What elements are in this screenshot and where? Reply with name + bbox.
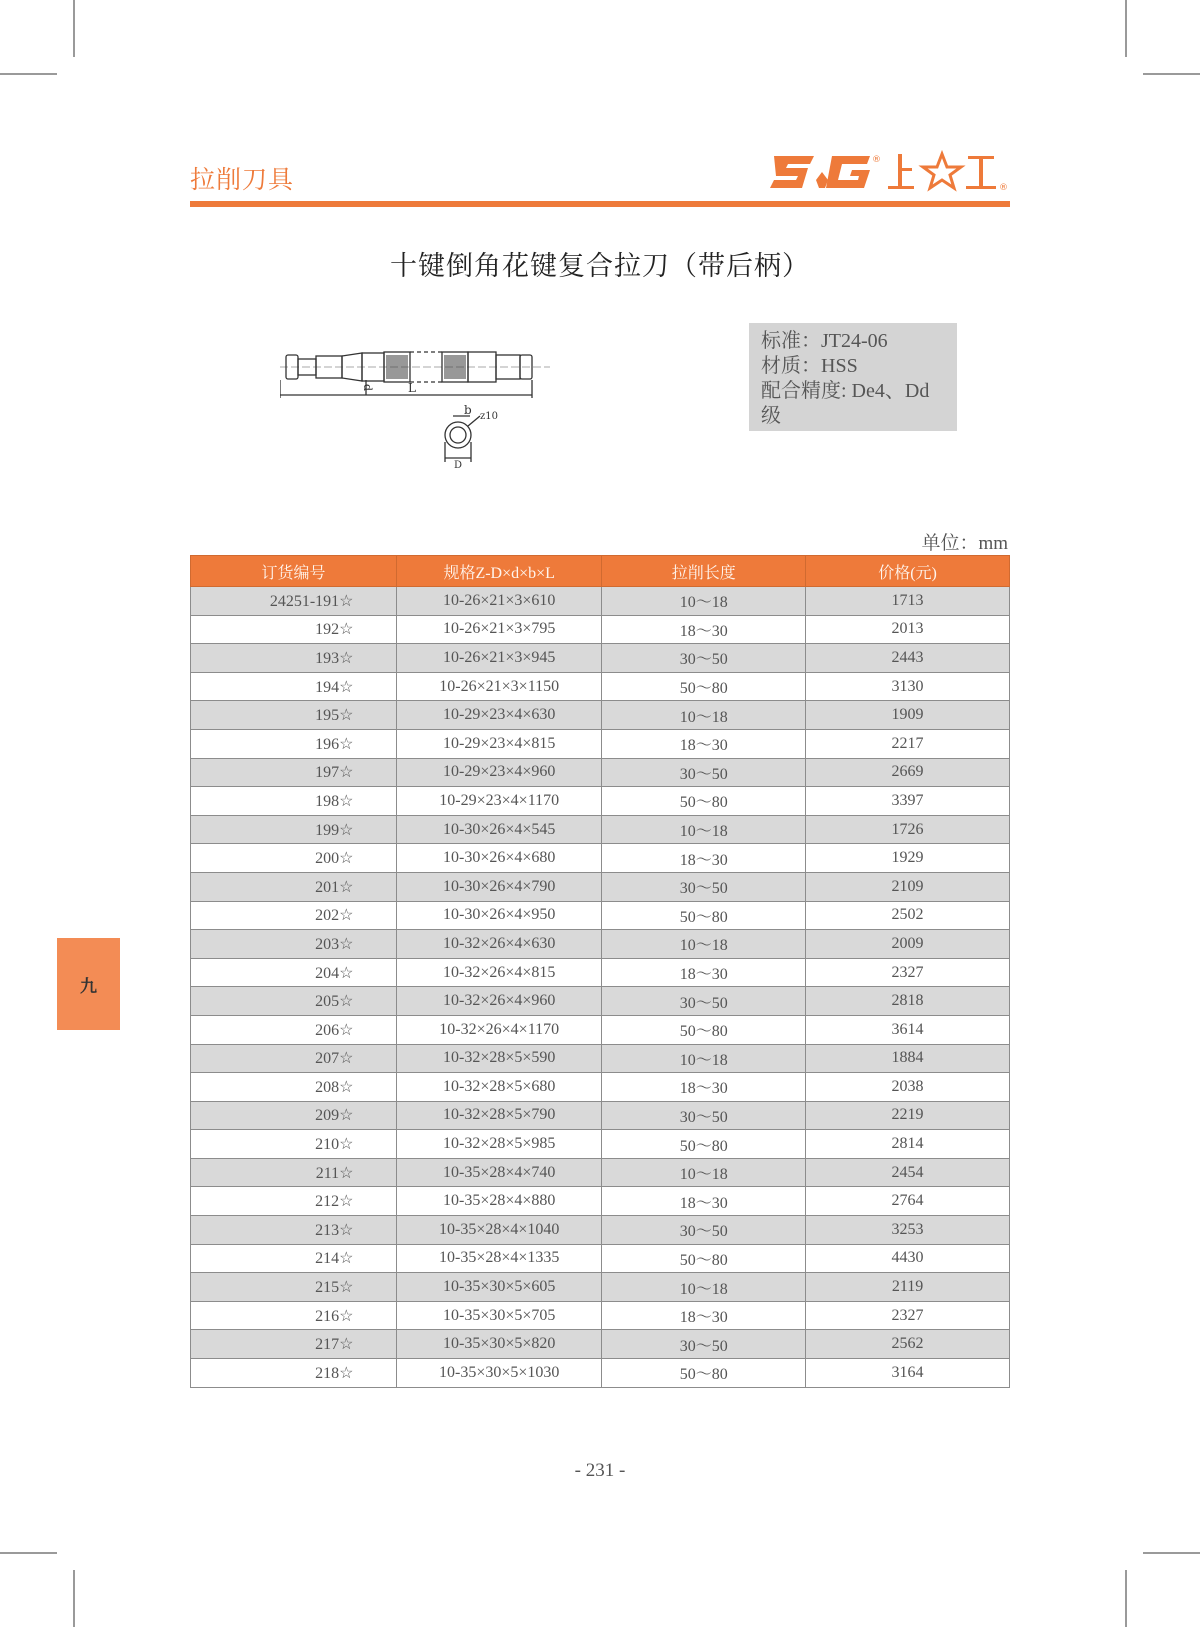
table-body: [191, 587, 1010, 1388]
svg-text:®: ®: [872, 155, 881, 165]
cell-price: 1713: [806, 587, 1010, 616]
cell-spec: 10-26×21×3×945: [396, 644, 601, 673]
cell-broach-length: 18～30: [602, 1187, 806, 1216]
table-row: [191, 701, 1010, 730]
cell-price: 2109: [806, 872, 1010, 901]
sg-logo-icon: [770, 148, 1010, 194]
cell-price: 2764: [806, 1187, 1010, 1216]
header-rule: [190, 201, 1010, 207]
cell-spec: 10-30×26×4×680: [396, 844, 601, 873]
table-row: [191, 872, 1010, 901]
cell-spec: 10-35×28×4×880: [396, 1187, 601, 1216]
cell-spec: 10-35×30×5×820: [396, 1330, 601, 1359]
cell-spec: 10-35×30×5×605: [396, 1273, 601, 1302]
order-code-text: 211☆: [315, 1164, 354, 1182]
order-code-text: 199☆: [315, 821, 354, 839]
cell-broach-length: 10～18: [602, 815, 806, 844]
cell-spec: 10-35×30×5×705: [396, 1301, 601, 1330]
spec-precision: 配合精度: De4、Dd级: [761, 380, 930, 427]
order-code-text: 215☆: [315, 1279, 354, 1297]
cell-price: 2038: [806, 1073, 1010, 1102]
cell-price: 2443: [806, 644, 1010, 673]
order-code-text: 212☆: [315, 1193, 354, 1211]
cell-price: 3130: [806, 672, 1010, 701]
cell-broach-length: 50～80: [602, 787, 806, 816]
cell-broach-length: 18～30: [602, 1301, 806, 1330]
cell-price: 2327: [806, 958, 1010, 987]
cell-spec: 10-32×28×5×590: [396, 1044, 601, 1073]
cell-broach-length: 10～18: [602, 930, 806, 959]
table-row: [191, 787, 1010, 816]
header-order-code: 订货编号: [191, 556, 397, 587]
table-row: [191, 587, 1010, 616]
order-code-text: 24251-191☆: [269, 592, 354, 610]
cell-order-code: [191, 587, 397, 616]
crop-mark: [1125, 1570, 1127, 1627]
cell-price: 2502: [806, 901, 1010, 930]
table-row: [191, 1130, 1010, 1159]
chapter-tab[interactable]: [57, 938, 120, 1030]
svg-text:D: D: [454, 460, 463, 470]
order-code-text: 206☆: [315, 1021, 354, 1039]
order-code-text: 203☆: [315, 935, 354, 953]
table-row: [191, 758, 1010, 787]
cell-order-code: [191, 1073, 397, 1102]
cell-order-code: [191, 644, 397, 673]
cell-price: 2814: [806, 1130, 1010, 1159]
cell-broach-length: 10～18: [602, 1158, 806, 1187]
cell-broach-length: 18～30: [602, 729, 806, 758]
cell-order-code: [191, 1015, 397, 1044]
cell-price: 2219: [806, 1101, 1010, 1130]
cell-spec: 10-32×26×4×960: [396, 987, 601, 1016]
cell-order-code: [191, 1359, 397, 1388]
cell-price: 1726: [806, 815, 1010, 844]
table-row: [191, 958, 1010, 987]
table-row: [191, 1301, 1010, 1330]
order-code-text: 218☆: [315, 1364, 354, 1382]
cell-spec: 10-30×26×4×950: [396, 901, 601, 930]
table-row: [191, 815, 1010, 844]
table-row: [191, 1158, 1010, 1187]
order-code-text: 207☆: [315, 1050, 354, 1068]
cell-order-code: [191, 1044, 397, 1073]
cell-order-code: [191, 987, 397, 1016]
crop-mark: [0, 1552, 57, 1554]
table-row: [191, 1073, 1010, 1102]
cell-price: 3614: [806, 1015, 1010, 1044]
cell-order-code: [191, 1158, 397, 1187]
cell-broach-length: 10～18: [602, 1044, 806, 1073]
cell-price: 1929: [806, 844, 1010, 873]
cell-spec: 10-32×28×5×790: [396, 1101, 601, 1130]
order-code-text: 198☆: [315, 792, 354, 810]
table-row: [191, 1244, 1010, 1273]
svg-text:z10: z10: [480, 411, 498, 422]
spec-standard: 标准：JT24-06: [761, 330, 888, 352]
cell-broach-length: 50～80: [602, 1244, 806, 1273]
order-code-text: 200☆: [315, 850, 354, 868]
cell-order-code: [191, 729, 397, 758]
cell-spec: 10-26×21×3×795: [396, 615, 601, 644]
page-number: - 231 -: [574, 1460, 626, 1481]
order-code-text: 192☆: [315, 621, 354, 639]
cell-price: 2818: [806, 987, 1010, 1016]
table-row: [191, 1015, 1010, 1044]
crop-mark: [0, 73, 57, 75]
cell-order-code: [191, 1130, 397, 1159]
cell-spec: 10-29×23×4×630: [396, 701, 601, 730]
cell-order-code: [191, 815, 397, 844]
cell-price: 1884: [806, 1044, 1010, 1073]
table-header-row: [191, 556, 1010, 587]
order-code-text: 216☆: [315, 1307, 354, 1325]
cell-order-code: [191, 872, 397, 901]
cell-order-code: [191, 930, 397, 959]
cell-spec: 10-30×26×4×545: [396, 815, 601, 844]
cell-spec: 10-29×23×4×960: [396, 758, 601, 787]
cell-spec: 10-35×30×5×1030: [396, 1359, 601, 1388]
table-row: [191, 1273, 1010, 1302]
cell-price: 1909: [806, 701, 1010, 730]
cell-broach-length: 50～80: [602, 1359, 806, 1388]
order-code-text: 193☆: [315, 649, 354, 667]
cell-broach-length: 50～80: [602, 672, 806, 701]
order-code-text: 214☆: [315, 1250, 354, 1268]
cell-spec: 10-29×23×4×815: [396, 729, 601, 758]
order-code-text: 202☆: [315, 907, 354, 925]
brand-logo: [770, 148, 1010, 194]
order-code-text: 195☆: [315, 707, 354, 725]
order-code-text: 208☆: [315, 1078, 354, 1096]
cell-price: 2217: [806, 729, 1010, 758]
cell-broach-length: 50～80: [602, 1130, 806, 1159]
table-row: [191, 615, 1010, 644]
cell-order-code: [191, 844, 397, 873]
cell-price: 2327: [806, 1301, 1010, 1330]
table-row: [191, 1359, 1010, 1388]
price-table: [190, 555, 1010, 1388]
cell-spec: 10-35×28×4×1040: [396, 1216, 601, 1245]
cell-broach-length: 10～18: [602, 1273, 806, 1302]
order-code-text: 196☆: [315, 735, 354, 753]
order-code-text: 209☆: [315, 1107, 354, 1125]
page-title: 十键倒角花键复合拉刀（带后柄）: [390, 251, 810, 282]
cell-spec: 10-26×21×3×610: [396, 587, 601, 616]
cell-order-code: [191, 1244, 397, 1273]
crop-mark: [1143, 73, 1200, 75]
cell-broach-length: 30～50: [602, 758, 806, 787]
svg-text:L: L: [408, 381, 416, 395]
cell-broach-length: 18～30: [602, 615, 806, 644]
cell-order-code: [191, 1187, 397, 1216]
broach-diagram: [280, 340, 550, 475]
cell-price: 2009: [806, 930, 1010, 959]
cell-broach-length: 50～80: [602, 901, 806, 930]
cell-price: 2013: [806, 615, 1010, 644]
order-code-text: 213☆: [315, 1221, 354, 1239]
cell-spec: 10-32×28×5×985: [396, 1130, 601, 1159]
cell-order-code: [191, 1330, 397, 1359]
order-code-text: 217☆: [315, 1336, 354, 1354]
cell-broach-length: 10～18: [602, 701, 806, 730]
order-code-text: 197☆: [315, 764, 354, 782]
cell-spec: 10-29×23×4×1170: [396, 787, 601, 816]
order-code-text: 194☆: [315, 678, 354, 696]
cell-spec: 10-32×26×4×1170: [396, 1015, 601, 1044]
cell-spec: 10-32×26×4×630: [396, 930, 601, 959]
cell-broach-length: 30～50: [602, 872, 806, 901]
cell-order-code: [191, 787, 397, 816]
chapter-tab-label: 九: [80, 976, 97, 997]
svg-text:®: ®: [999, 183, 1008, 193]
svg-text:b: b: [464, 403, 472, 417]
cell-order-code: [191, 701, 397, 730]
cell-price: 3397: [806, 787, 1010, 816]
cell-broach-length: 50～80: [602, 1015, 806, 1044]
cell-spec: 10-30×26×4×790: [396, 872, 601, 901]
cell-order-code: [191, 1273, 397, 1302]
crop-mark: [73, 1570, 75, 1627]
table-row: [191, 1101, 1010, 1130]
table-row: [191, 1330, 1010, 1359]
table-row: [191, 1187, 1010, 1216]
table-row: [191, 644, 1010, 673]
cell-spec: 10-26×21×3×1150: [396, 672, 601, 701]
cell-broach-length: 18～30: [602, 1073, 806, 1102]
table-row: [191, 729, 1010, 758]
cell-broach-length: 30～50: [602, 1101, 806, 1130]
cell-price: 3164: [806, 1359, 1010, 1388]
spec-material: 材质：HSS: [761, 355, 858, 377]
crop-mark: [1125, 0, 1127, 57]
order-code-text: 210☆: [315, 1136, 354, 1154]
table-row: [191, 672, 1010, 701]
section-title: 拉削刀具: [190, 165, 295, 194]
order-code-text: 201☆: [315, 878, 354, 896]
header-spec: 规格Z-D×d×b×L: [396, 556, 601, 587]
cell-order-code: [191, 672, 397, 701]
cell-order-code: [191, 958, 397, 987]
cell-price: 3253: [806, 1216, 1010, 1245]
crop-mark: [73, 0, 75, 57]
table-row: [191, 901, 1010, 930]
cell-price: 2119: [806, 1273, 1010, 1302]
spec-box: [749, 323, 957, 431]
cell-price: 2454: [806, 1158, 1010, 1187]
table-row: [191, 1216, 1010, 1245]
header-broach-length: 拉削长度: [602, 556, 806, 587]
cell-price: 4430: [806, 1244, 1010, 1273]
unit-label: 单位：mm: [921, 533, 1008, 554]
cell-order-code: [191, 1301, 397, 1330]
cell-price: 2562: [806, 1330, 1010, 1359]
crop-mark: [1143, 1552, 1200, 1554]
cell-price: 2669: [806, 758, 1010, 787]
cell-spec: 10-35×28×4×1335: [396, 1244, 601, 1273]
header-price: 价格(元): [806, 556, 1010, 587]
table-row: [191, 987, 1010, 1016]
cell-broach-length: 18～30: [602, 958, 806, 987]
cell-order-code: [191, 1101, 397, 1130]
cell-broach-length: 18～30: [602, 844, 806, 873]
svg-text:d: d: [361, 384, 374, 392]
table-row: [191, 1044, 1010, 1073]
cell-spec: 10-32×26×4×815: [396, 958, 601, 987]
broach-drawing-icon: [280, 340, 550, 470]
cell-broach-length: 30～50: [602, 987, 806, 1016]
cell-order-code: [191, 1216, 397, 1245]
table-row: [191, 844, 1010, 873]
cell-broach-length: 30～50: [602, 1330, 806, 1359]
cell-spec: 10-32×28×5×680: [396, 1073, 601, 1102]
cell-order-code: [191, 758, 397, 787]
cell-broach-length: 10～18: [602, 587, 806, 616]
cell-spec: 10-35×28×4×740: [396, 1158, 601, 1187]
table-row: [191, 930, 1010, 959]
cell-order-code: [191, 901, 397, 930]
order-code-text: 204☆: [315, 964, 354, 982]
cell-broach-length: 30～50: [602, 644, 806, 673]
order-code-text: 205☆: [315, 993, 354, 1011]
cell-broach-length: 30～50: [602, 1216, 806, 1245]
cell-order-code: [191, 615, 397, 644]
